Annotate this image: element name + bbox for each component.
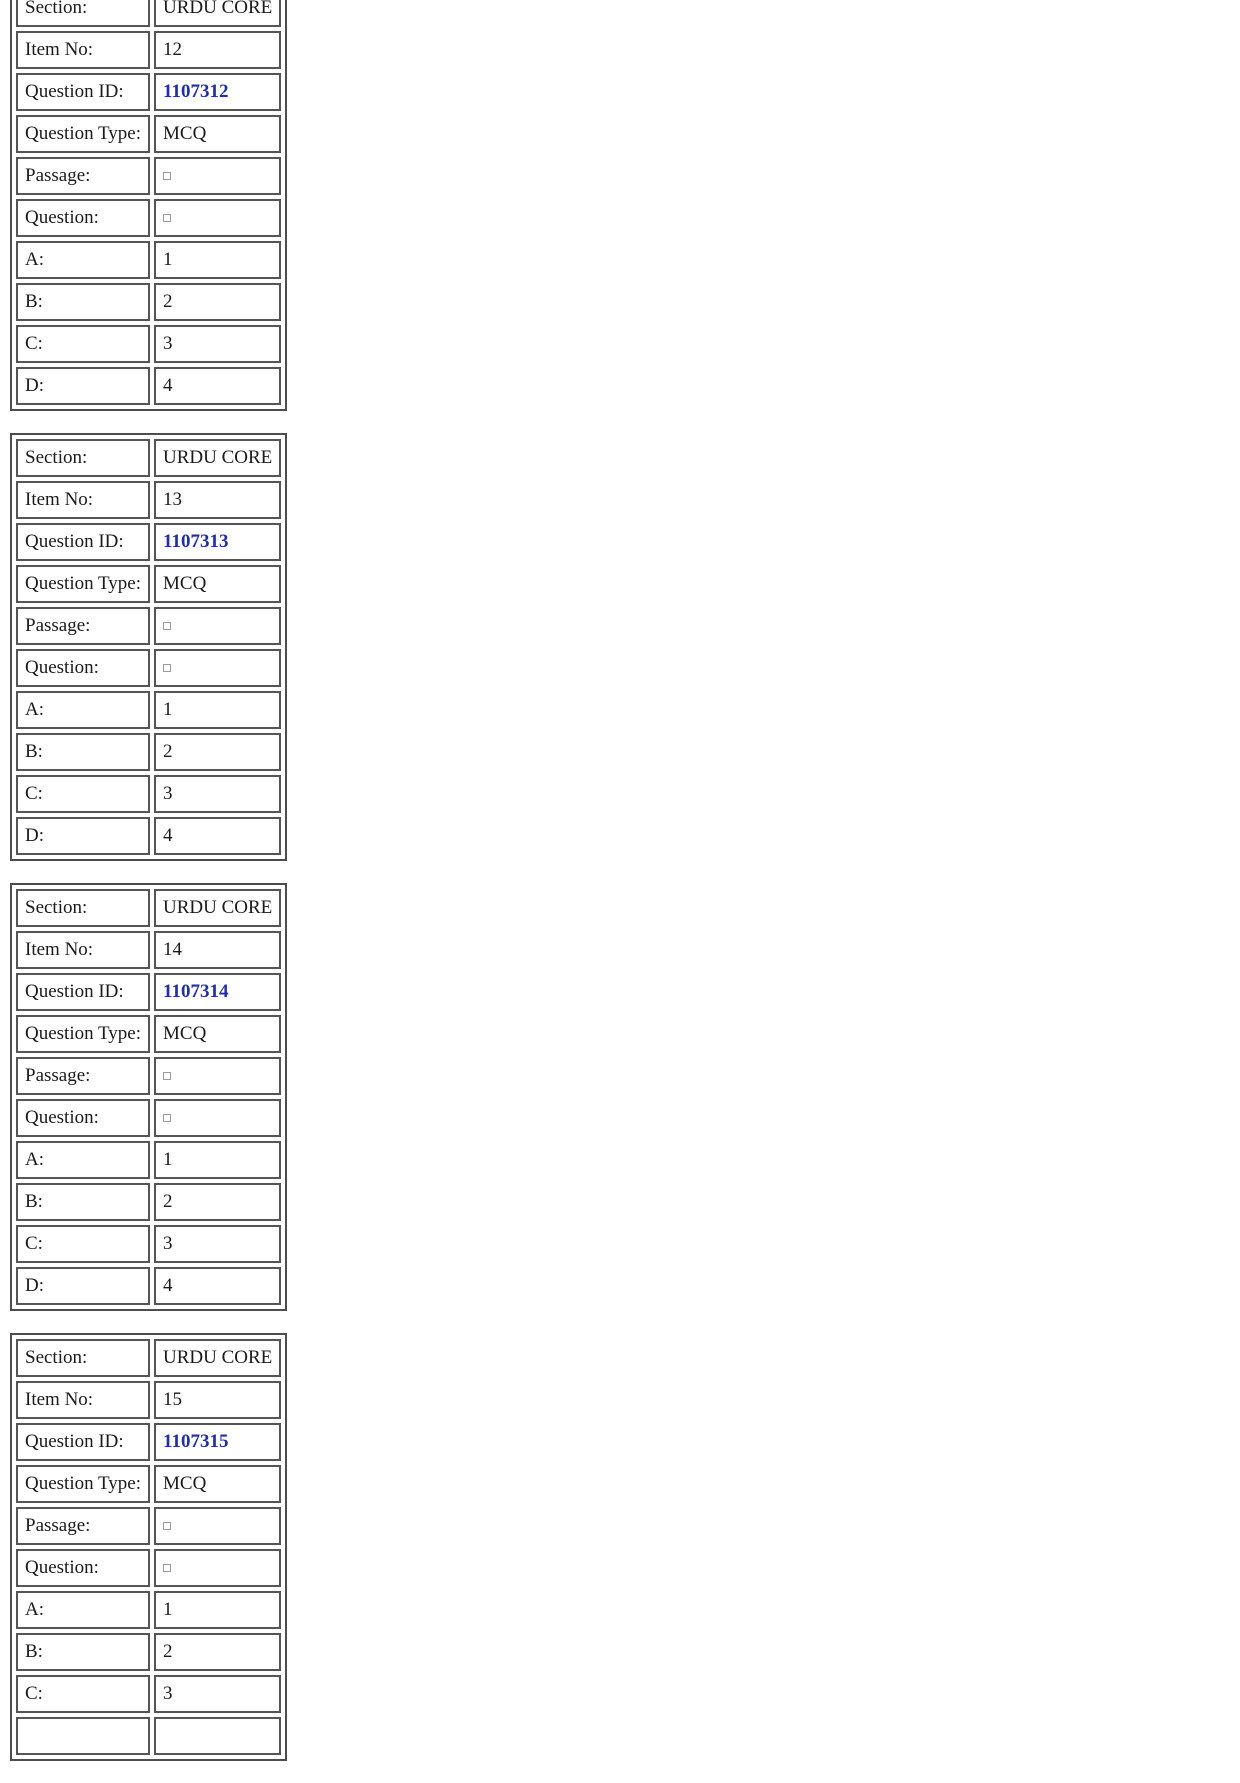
option-a-label: A: — [16, 241, 150, 279]
option-b-label: B: — [16, 1633, 150, 1671]
item-no-row — [16, 31, 281, 69]
missing-glyph-icon — [163, 1522, 171, 1530]
option-b-row — [16, 1183, 281, 1221]
question-type-label: Question Type: — [16, 1465, 150, 1503]
option-a-label: A: — [16, 1591, 150, 1629]
section-label: Section: — [16, 439, 150, 477]
passage-label: Passage: — [16, 607, 150, 645]
item-no-label: Item No: — [16, 1381, 150, 1419]
option-a-row — [16, 1141, 281, 1179]
item-no-label: Item No: — [16, 481, 150, 519]
question-list — [10, 0, 287, 1783]
section-row — [16, 1339, 281, 1377]
question-id-value: 1107315 — [163, 1431, 229, 1452]
option-b-value: 2 — [154, 1633, 281, 1671]
option-b-label: B: — [16, 733, 150, 771]
option-d-label: D: — [16, 1267, 150, 1305]
question-label: Question: — [16, 1099, 150, 1137]
option-c-row — [16, 325, 281, 363]
missing-glyph-icon — [163, 1564, 171, 1572]
option-a-value: 1 — [154, 1141, 281, 1179]
option-c-label: C: — [16, 325, 150, 363]
question-type-value: MCQ — [154, 1465, 281, 1503]
question-id-row — [16, 523, 281, 561]
option-b-label: B: — [16, 1183, 150, 1221]
option-c-value: 3 — [154, 775, 281, 813]
question-id-label: Question ID: — [16, 973, 150, 1011]
option-d-value: 4 — [154, 817, 281, 855]
question-type-value: MCQ — [154, 1015, 281, 1053]
option-a-value: 1 — [154, 1591, 281, 1629]
option-b-label: B: — [16, 283, 150, 321]
option-c-row — [16, 1675, 281, 1713]
option-a-value: 1 — [154, 241, 281, 279]
option-c-row — [16, 775, 281, 813]
option-a-row — [16, 241, 281, 279]
section-row — [16, 439, 281, 477]
option-c-value: 3 — [154, 1225, 281, 1263]
question-id-label: Question ID: — [16, 1423, 150, 1461]
passage-row — [16, 157, 281, 195]
option-a-row — [16, 691, 281, 729]
option-d-label: D: — [16, 367, 150, 405]
option-d-label — [16, 1717, 150, 1755]
passage-row — [16, 1057, 281, 1095]
question-row — [16, 199, 281, 237]
question-type-row — [16, 115, 281, 153]
question-row — [16, 649, 281, 687]
question-type-row — [16, 565, 281, 603]
option-b-value: 2 — [154, 733, 281, 771]
option-d-row — [16, 1717, 281, 1755]
section-row — [16, 0, 281, 27]
option-c-label: C: — [16, 1225, 150, 1263]
question-type-row — [16, 1465, 281, 1503]
option-b-row — [16, 283, 281, 321]
option-c-label: C: — [16, 775, 150, 813]
item-no-value: 14 — [154, 931, 281, 969]
question-id-label: Question ID: — [16, 523, 150, 561]
option-c-value: 3 — [154, 1675, 281, 1713]
option-a-value: 1 — [154, 691, 281, 729]
option-a-label: A: — [16, 1141, 150, 1179]
passage-row — [16, 1507, 281, 1545]
question-card — [10, 0, 287, 411]
option-d-row — [16, 1267, 281, 1305]
item-no-value: 15 — [154, 1381, 281, 1419]
question-label: Question: — [16, 199, 150, 237]
question-card — [10, 883, 287, 1311]
section-value: URDU CORE — [154, 1339, 281, 1377]
item-no-value: 12 — [154, 31, 281, 69]
passage-label: Passage: — [16, 1057, 150, 1095]
missing-glyph-icon — [163, 1072, 171, 1080]
question-card — [10, 433, 287, 861]
option-b-value: 2 — [154, 283, 281, 321]
section-label: Section: — [16, 0, 150, 27]
question-card — [10, 1333, 287, 1761]
item-no-row — [16, 481, 281, 519]
missing-glyph-icon — [163, 1114, 171, 1122]
question-id-value: 1107312 — [163, 81, 229, 102]
option-b-value: 2 — [154, 1183, 281, 1221]
option-d-value: 4 — [154, 1267, 281, 1305]
option-d-row — [16, 367, 281, 405]
question-type-value: MCQ — [154, 115, 281, 153]
option-b-row — [16, 733, 281, 771]
section-label: Section: — [16, 1339, 150, 1377]
passage-label: Passage: — [16, 1507, 150, 1545]
option-c-row — [16, 1225, 281, 1263]
missing-glyph-icon — [163, 622, 171, 630]
item-no-row — [16, 931, 281, 969]
section-value: URDU CORE — [154, 0, 281, 27]
question-id-value: 1107314 — [163, 981, 229, 1002]
question-type-row — [16, 1015, 281, 1053]
option-a-row — [16, 1591, 281, 1629]
question-id-row — [16, 73, 281, 111]
section-label: Section: — [16, 889, 150, 927]
section-value: URDU CORE — [154, 439, 281, 477]
question-label: Question: — [16, 1549, 150, 1587]
question-row — [16, 1549, 281, 1587]
option-b-row — [16, 1633, 281, 1671]
section-row — [16, 889, 281, 927]
question-type-value: MCQ — [154, 565, 281, 603]
passage-row — [16, 607, 281, 645]
question-label: Question: — [16, 649, 150, 687]
option-c-value: 3 — [154, 325, 281, 363]
question-id-row — [16, 1423, 281, 1461]
question-id-row — [16, 973, 281, 1011]
question-type-label: Question Type: — [16, 115, 150, 153]
item-no-row — [16, 1381, 281, 1419]
passage-label: Passage: — [16, 157, 150, 195]
question-type-label: Question Type: — [16, 565, 150, 603]
option-d-row — [16, 817, 281, 855]
option-d-value: 4 — [154, 367, 281, 405]
question-type-label: Question Type: — [16, 1015, 150, 1053]
item-no-label: Item No: — [16, 31, 150, 69]
section-value: URDU CORE — [154, 889, 281, 927]
missing-glyph-icon — [163, 214, 171, 222]
missing-glyph-icon — [163, 664, 171, 672]
missing-glyph-icon — [163, 172, 171, 180]
item-no-label: Item No: — [16, 931, 150, 969]
item-no-value: 13 — [154, 481, 281, 519]
option-d-value — [154, 1717, 281, 1755]
question-id-label: Question ID: — [16, 73, 150, 111]
option-a-label: A: — [16, 691, 150, 729]
question-row — [16, 1099, 281, 1137]
option-c-label: C: — [16, 1675, 150, 1713]
option-d-label: D: — [16, 817, 150, 855]
question-id-value: 1107313 — [163, 531, 229, 552]
